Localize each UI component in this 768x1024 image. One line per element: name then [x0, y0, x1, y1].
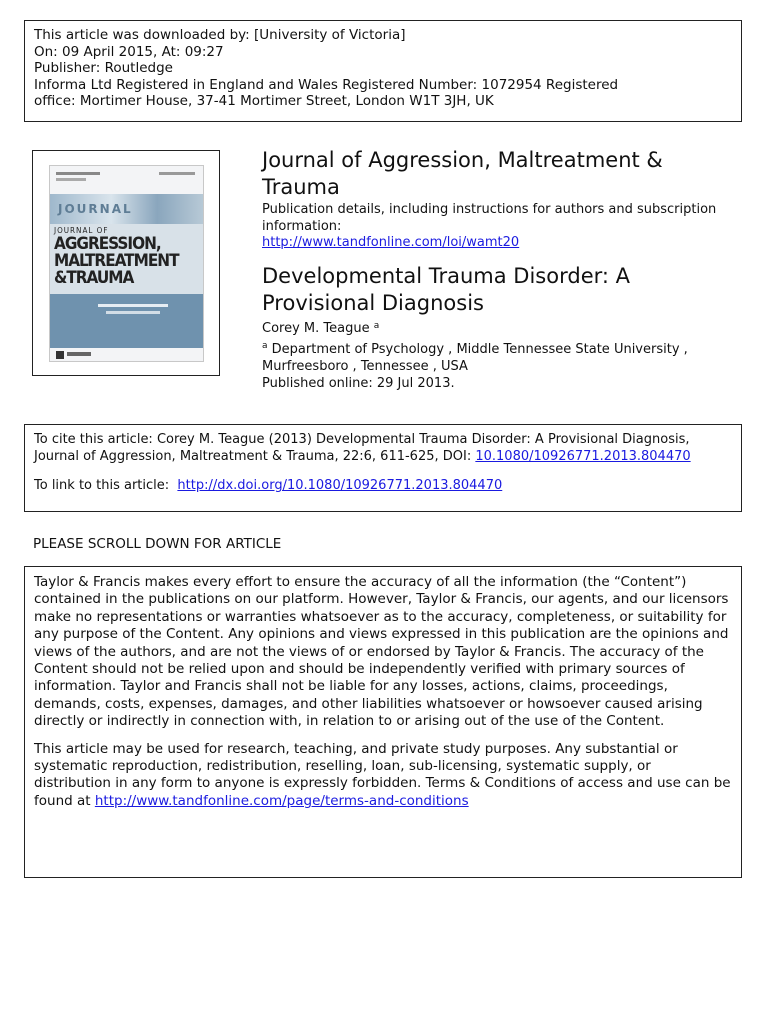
author-line	[262, 321, 379, 337]
doi-link[interactable]: 10.1080/10926771.2013.804470	[475, 449, 691, 464]
disclaimer-paragraph-2	[34, 741, 732, 811]
scroll-notice: PLEASE SCROLL DOWN FOR ARTICLE	[33, 536, 282, 552]
disclaimer-box	[24, 566, 742, 878]
link-to-article-row	[34, 477, 732, 494]
cover-title: JOURNAL OF AGGRESSION, MALTREATMENT &TRAUMA	[50, 224, 203, 294]
download-line-3: Publisher: Routledge	[34, 60, 173, 76]
author-superscript: a	[373, 321, 380, 331]
disclaimer-paragraph-2-text: This article may be used for research, teaching, and private study purposes. Any substantial or systematic reproduction, redistribution, reselling, loan, sub-licensing, systematic supply, or distribution in any form to anyone is expressly forbidden. Terms & Conditions of access and use can be found at	[34, 740, 731, 809]
download-line-5: office: Mortimer House, 37-41 Mortimer Street, London W1T 3JH, UK	[34, 93, 494, 109]
article-title: Developmental Trauma Disorder: A Provisional Diagnosis	[262, 264, 630, 315]
article-url-link[interactable]: http://dx.doi.org/10.1080/10926771.2013.804470	[177, 478, 503, 493]
disclaimer-paragraph-1: Taylor & Francis makes every effort to ensure the accuracy of all the information (the “Content”) contained in the publications on our platform. However, Taylor & Francis, our agents, and our licensors make no representations or warranties whatsoever as to the accuracy, completeness, or suitability for any purpose of the Content. Any opinions and views expressed in this publication are the opinions and views of the authors, and are not the views of or endorsed by Taylor & Francis. The accuracy of the Content should not be relied upon and should be independently verified with primary sources of information. Taylor and Francis shall not be liable for any losses, actions, claims, proceedings, demands, costs, expenses, damages, and other liabilities whatsoever or howsoever caused arising directly or indirectly in connection with, in relation to or arising out of the use of the Content.	[34, 574, 729, 730]
publication-details	[262, 202, 732, 252]
published-date: Published online: 29 Jul 2013.	[262, 376, 455, 391]
cover-artwork	[49, 165, 204, 362]
download-info-box	[24, 20, 742, 122]
cover-band-text: JOURNAL	[58, 202, 133, 216]
citation-box	[24, 424, 742, 512]
affiliation-block	[262, 341, 732, 392]
download-line-2: On: 09 April 2015, At: 09:27	[34, 43, 224, 60]
journal-title: Journal of Aggression, Maltreatment & Trauma	[262, 148, 663, 199]
cover-blue-panel	[50, 294, 203, 348]
download-line-4: Informa Ltd Registered in England and Wales Registered Number: 1072954 Registered	[34, 76, 619, 93]
publisher-logo-icon	[56, 351, 64, 359]
journal-url-link[interactable]: http://www.tandfonline.com/loi/wamt20	[262, 235, 520, 250]
affiliation-superscript: a	[262, 341, 268, 351]
terms-link[interactable]: http://www.tandfonline.com/page/terms-and-conditions	[94, 792, 469, 809]
cover-band	[50, 194, 203, 224]
download-line-1: This article was downloaded by: [University of Victoria]	[34, 27, 406, 43]
journal-cover-image	[32, 150, 220, 376]
author-name: Corey M. Teague	[262, 321, 370, 336]
publication-details-text: Publication details, including instructions for authors and subscription information:	[262, 202, 717, 234]
citation-text: To cite this article: Corey M. Teague (2013) Developmental Trauma Disorder: A Provisional Diagnosis, Journal of Aggression, Maltreatment & Trauma, 22:6, 611-625, DOI:	[34, 432, 690, 464]
link-label: To link to this article:	[34, 478, 170, 493]
affiliation-text: Department of Psychology , Middle Tennessee State University , Murfreesboro , Tennessee , USA	[262, 342, 688, 374]
citation-paragraph	[34, 431, 732, 465]
